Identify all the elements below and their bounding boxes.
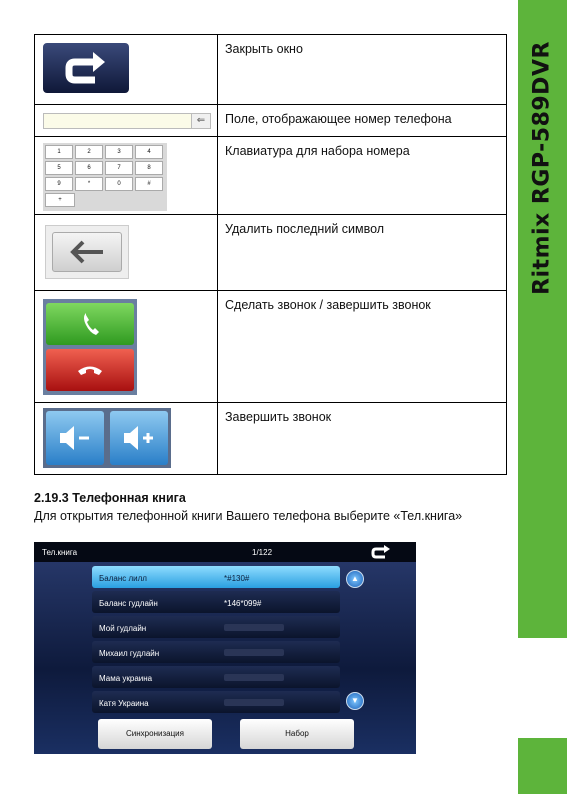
row-description: Сделать звонок / завершить звонок xyxy=(218,291,507,403)
contact-name: Мой гудлайн xyxy=(99,624,147,633)
contact-number: *146*099# xyxy=(224,599,262,608)
call-icon xyxy=(46,303,134,345)
side-block xyxy=(518,738,567,794)
scroll-down-icon[interactable]: ▼ xyxy=(346,692,364,710)
phonebook-screenshot xyxy=(34,542,416,754)
key-0: 0 xyxy=(105,177,133,191)
blurred-number xyxy=(224,624,284,631)
key-plus: + xyxy=(45,193,75,207)
volume-buttons xyxy=(43,408,171,468)
image-cell xyxy=(35,35,218,105)
contact-name: Мама украина xyxy=(99,674,153,683)
sync-button[interactable]: Синхронизация xyxy=(98,719,212,749)
volume-up-icon xyxy=(110,411,168,465)
row-description: Удалить последний символ xyxy=(218,215,507,291)
image-cell xyxy=(35,105,218,137)
section-title: 2.19.3 Телефонная книга xyxy=(34,491,186,505)
hang-up-icon xyxy=(46,349,134,391)
contact-row[interactable] xyxy=(92,641,340,663)
table-row xyxy=(35,291,507,403)
contact-row[interactable] xyxy=(92,616,340,638)
dial-button[interactable]: Набор xyxy=(240,719,354,749)
page-counter: 1/122 xyxy=(252,548,273,557)
dial-keypad xyxy=(43,143,167,211)
blurred-number xyxy=(224,699,284,706)
contact-name: Баланс лилл xyxy=(99,574,147,583)
key-4: 4 xyxy=(135,145,163,159)
image-cell xyxy=(35,137,218,215)
key-6: 6 xyxy=(75,161,103,175)
key-5: 5 xyxy=(45,161,73,175)
key-7: 7 xyxy=(105,161,133,175)
contact-name: Михаил гудлайн xyxy=(99,649,160,658)
keypad-row xyxy=(45,145,165,159)
table-row xyxy=(35,215,507,291)
backspace-icon xyxy=(52,232,122,272)
contact-row[interactable] xyxy=(92,591,340,613)
volume-down-icon xyxy=(46,411,104,465)
contact-row[interactable] xyxy=(92,691,340,713)
contact-list xyxy=(92,566,340,716)
key-9: 9 xyxy=(45,177,73,191)
phonebook-title: Тел.книга xyxy=(42,548,78,557)
section-body: Для открытия телефонной книги Вашего телефона выберите «Тел.книга» xyxy=(34,509,463,523)
image-cell xyxy=(35,291,218,403)
keypad-row xyxy=(45,161,165,175)
contact-number: *#130# xyxy=(224,574,250,583)
table-row xyxy=(35,137,507,215)
blurred-number xyxy=(224,674,284,681)
key-1: 1 xyxy=(45,145,73,159)
phone-number-field xyxy=(43,113,211,129)
blurred-number xyxy=(224,649,284,656)
key-8: 8 xyxy=(135,161,163,175)
keypad-row xyxy=(45,177,165,191)
phonebook-header xyxy=(34,542,416,562)
contact-row[interactable] xyxy=(92,666,340,688)
row-description: Поле, отображающее номер телефона xyxy=(218,105,507,137)
contact-name: Катя Украина xyxy=(99,699,149,708)
key-2: 2 xyxy=(75,145,103,159)
backspace-small-icon: ⇐ xyxy=(191,114,210,128)
row-description: Завершить звонок xyxy=(218,403,507,475)
table-row xyxy=(35,105,507,137)
contact-row[interactable] xyxy=(92,566,340,588)
scroll-up-icon[interactable]: ▲ xyxy=(346,570,364,588)
key-3: 3 xyxy=(105,145,133,159)
controls-table xyxy=(34,34,507,475)
image-cell xyxy=(35,215,218,291)
row-description: Закрыть окно xyxy=(218,35,507,105)
contact-name: Баланс гудлайн xyxy=(99,599,158,608)
table-row xyxy=(35,35,507,105)
call-buttons xyxy=(43,299,137,395)
close-window-icon xyxy=(43,43,129,93)
product-label: Ritmix RGP-589DVR xyxy=(529,41,555,295)
close-window-icon[interactable] xyxy=(370,544,392,562)
key-hash: # xyxy=(135,177,163,191)
backspace-frame xyxy=(45,225,129,279)
row-description: Клавиатура для набора номера xyxy=(218,137,507,215)
keypad-row xyxy=(45,193,165,207)
table-row xyxy=(35,403,507,475)
image-cell xyxy=(35,403,218,475)
key-star: * xyxy=(75,177,103,191)
